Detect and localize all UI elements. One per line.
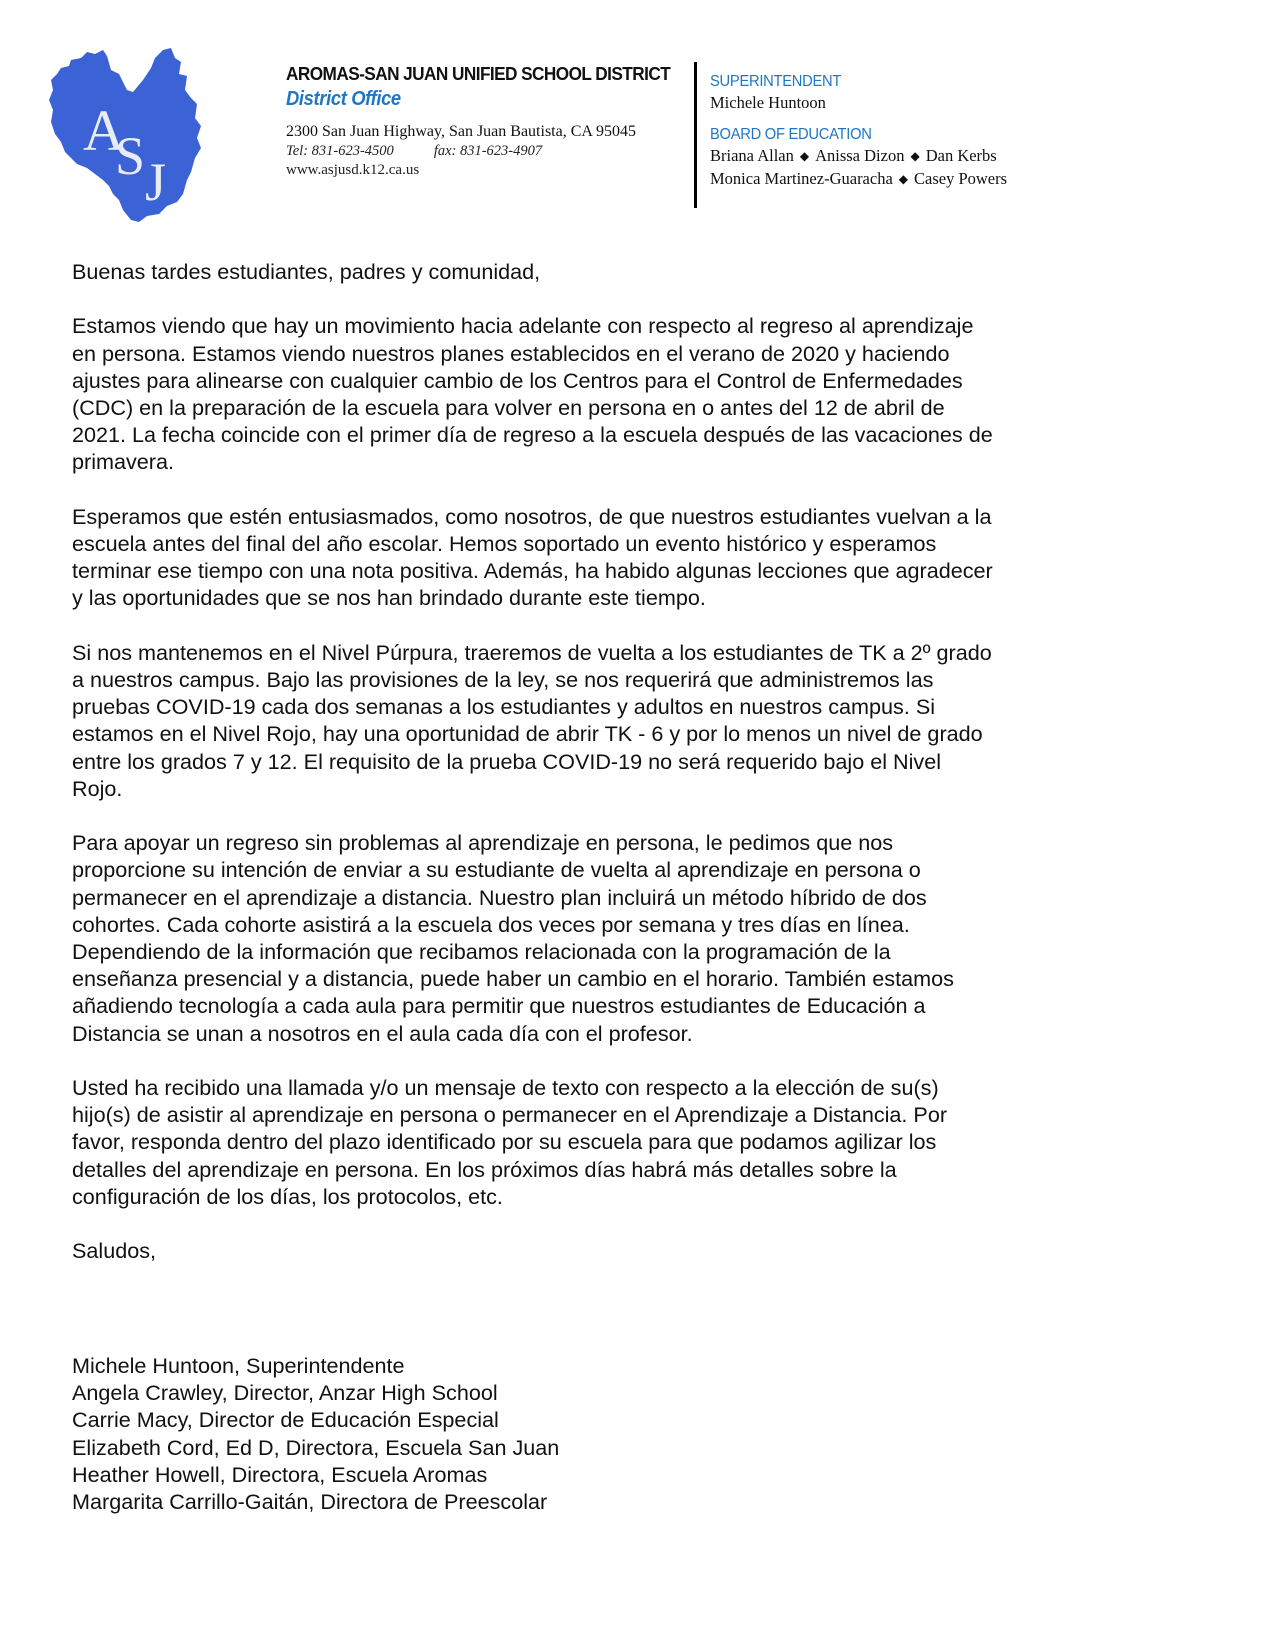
paragraph-line: enseñanza presencial y a distancia, puede haber un cambio en el horario. También estamos: [72, 966, 954, 992]
paragraph-line: Distancia se unan a nosotros en el aula cada día con el profesor.: [72, 1020, 693, 1046]
office-name: District Office: [286, 88, 401, 110]
paragraph-line: terminar ese tiempo con una nota positiva. Además, ha habido algunas lecciones que agradecer: [72, 558, 993, 584]
paragraph-line: Usted ha recibido una llamada y/o un mensaje de texto con respecto a la elección de su(s): [72, 1075, 939, 1101]
board-label: BOARD OF EDUCATION: [710, 126, 872, 143]
signer: Michele Huntoon, Superintendente: [72, 1353, 405, 1378]
logo-letter-s: S: [115, 126, 146, 186]
paragraph-3: [72, 639, 1112, 802]
paragraph-line: pruebas COVID-19 cada dos semanas a los estudiantes y adultos en nuestros campus. Si: [72, 694, 936, 720]
paragraph-line: estamos en el Nivel Rojo, hay una oportunidad de abrir TK - 6 y por lo menos un nivel de grado: [72, 721, 983, 747]
signer: Margarita Carrillo-Gaitán, Directora de Preescolar: [72, 1489, 548, 1515]
logo-letter-j: J: [145, 152, 167, 212]
phone-line: [286, 142, 696, 160]
signer: Carrie Macy, Director de Educación Especial: [72, 1407, 499, 1433]
closing: Saludos,: [72, 1238, 157, 1264]
district-logo: [47, 46, 207, 224]
website-link[interactable]: www.asjusd.k12.ca.us: [286, 162, 420, 178]
paragraph-line: Esperamos que estén entusiasmados, como nosotros, de que nuestros estudiantes vuelvan a la: [72, 503, 992, 529]
board-member: Monica Martinez-Guaracha: [710, 169, 893, 188]
board-members-row-2: [710, 168, 1090, 191]
district-name: AROMAS-SAN JUAN UNIFIED SCHOOL DISTRICT: [286, 63, 671, 84]
paragraph-4: [72, 829, 1112, 1047]
paragraph-line: y las oportunidades que se nos han brindado durante este tiempo.: [72, 585, 706, 611]
paragraph-line: Si nos mantenemos en el Nivel Púrpura, traeremos de vuelta a los estudiantes de TK a 2º grado: [72, 639, 992, 665]
paragraph-line: a nuestros campus. Bajo las provisiones de la ley, se nos requerirá que administremos las: [72, 667, 934, 692]
greeting: Buenas tardes estudiantes, padres y comunidad,: [72, 259, 541, 284]
paragraph-line: Rojo.: [72, 775, 123, 801]
diamond-separator-icon: ◆: [910, 149, 920, 163]
letterhead-contact: [286, 62, 696, 180]
district-map-logo-icon: [47, 46, 207, 224]
district-address: 2300 San Juan Highway, San Juan Bautista, CA 95045: [286, 123, 637, 140]
diamond-separator-icon: ◆: [898, 172, 909, 186]
telephone-number: Tel: 831-623-4500: [286, 143, 394, 159]
superintendent-name: Michele Huntoon: [710, 93, 826, 112]
logo-letter-a: A: [83, 98, 125, 163]
signer: Heather Howell, Directora, Escuela Aromas: [72, 1461, 488, 1487]
paragraph-5: [72, 1074, 1112, 1210]
paragraph-line: ajustes para alinearse con cualquier cambio de los Centros para el Control de Enfermedades: [72, 367, 963, 393]
paragraph-line: escuela antes del final del año escolar. Hemos soportado un evento histórico y esperamos: [72, 531, 937, 556]
letter-body: [72, 258, 1112, 1292]
paragraph-line: en persona. Estamos viendo nuestros planes establecidos en el verano de 2020 y haciendo: [72, 340, 950, 366]
paragraph-line: Dependiendo de la información que recibamos relacionada con la programación de la: [72, 939, 891, 965]
signature-block: [72, 1352, 559, 1515]
paragraph-line: cohortes. Cada cohorte asistirá a la escuela dos veces por semana y tres días en línea.: [72, 911, 910, 937]
paragraph-line: 2021. La fecha coincide con el primer día de regreso a la escuela después de las vacaciones de: [72, 422, 993, 448]
paragraph-line: configuración de los días, los protocolos, etc.: [72, 1183, 503, 1209]
paragraph-line: permanecer en el aprendizaje a distancia. Nuestro plan incluirá un método híbrido de dos: [72, 884, 927, 910]
signer: Angela Crawley, Director, Anzar High School: [72, 1380, 498, 1406]
paragraph-line: proporcione su intención de enviar a su estudiante de vuelta al aprendizaje en persona o: [72, 857, 921, 883]
paragraph-line: entre los grados 7 y 12. El requisito de la prueba COVID-19 no será requerido bajo el Nivel: [72, 748, 942, 774]
board-member: Anissa Dizon: [815, 146, 905, 165]
paragraph-line: hijo(s) de asistir al aprendizaje en persona o permanecer en el Aprendizaje a Distancia. Por: [72, 1102, 948, 1128]
board-member: Casey Powers: [914, 169, 1008, 188]
board-member: Briana Allan: [710, 146, 794, 165]
paragraph-line: Para apoyar un regreso sin problemas al aprendizaje en persona, le pedimos que nos: [72, 830, 894, 856]
signer: Elizabeth Cord, Ed D, Directora, Escuela San Juan: [72, 1434, 560, 1460]
letterhead-divider: [694, 62, 697, 208]
paragraph-line: Estamos viendo que hay un movimiento hacia adelante con respecto al regreso al aprendizaje: [72, 313, 974, 339]
board-member: Dan Kerbs: [925, 146, 997, 165]
fax-number: fax: 831-623-4907: [433, 143, 543, 159]
paragraph-1: [72, 312, 1112, 475]
paragraph-line: añadiendo tecnología a cada aula para permitir que nuestros estudiantes de Educación a: [72, 993, 926, 1019]
paragraph-2: [72, 503, 1112, 612]
diamond-separator-icon: ◆: [799, 149, 810, 163]
paragraph-line: (CDC) en la preparación de la escuela para volver en persona en o antes del 12 de abril de: [72, 395, 945, 420]
paragraph-line: detalles del aprendizaje en persona. En los próximos días habrá más detalles sobre la: [72, 1156, 897, 1182]
board-members-row-1: [710, 145, 1090, 168]
superintendent-label: SUPERINTENDENT: [710, 73, 842, 90]
letterhead-officials: [710, 72, 1090, 191]
paragraph-line: favor, responda dentro del plazo identificado por su escuela para que podamos agilizar los: [72, 1129, 937, 1155]
paragraph-line: primavera.: [72, 449, 175, 475]
